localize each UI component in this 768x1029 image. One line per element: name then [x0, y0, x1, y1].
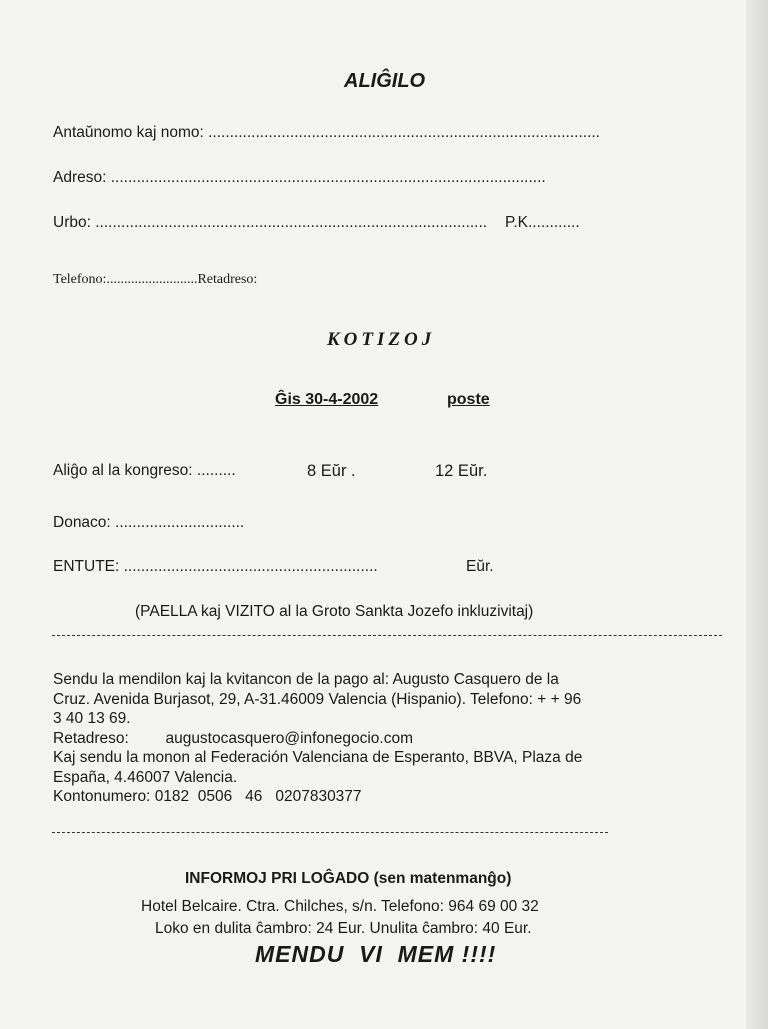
postcode-dotted-line[interactable]: ........... — [532, 214, 580, 231]
phone-field-row — [53, 272, 257, 288]
payment-instructions — [53, 670, 582, 807]
total-dotted-line[interactable]: ........................................................... — [123, 558, 378, 575]
phone-label: Telefono: — [53, 272, 107, 287]
payment-email-row — [53, 729, 582, 749]
account-value: 0182 0506 46 0207830377 — [154, 788, 362, 805]
city-field-row — [53, 214, 487, 232]
congress-label: Aliĝo al la kongreso: — [53, 462, 193, 479]
payment-line: Sendu la mendilon kaj la kvitancon de la pago al: Augusto Casquero de la — [53, 671, 559, 688]
closing-slogan: MENDU VI MEM !!!! — [255, 941, 497, 967]
donation-row — [53, 514, 244, 532]
section-divider — [52, 635, 722, 636]
account-row — [53, 787, 582, 807]
payment-line: España, 4.46007 Valencia. — [53, 768, 238, 786]
name-label: Antaŭnomo kaj nomo: — [53, 124, 204, 141]
address-dotted-line[interactable]: ..................................................................................................... — [110, 169, 546, 186]
postcode-label: P.K. — [505, 214, 533, 231]
form-title: ALIĜILO — [344, 70, 426, 92]
payment-email-label: Retadreso: — [53, 729, 129, 747]
payment-email-value: augustocasquero@infonegocio.com — [165, 729, 413, 747]
payment-line: Cruz. Avenida Burjasot, 29, A-31.46009 Valencia (Hispanio). Telefono: + + 96 — [53, 690, 582, 708]
congress-fee-early: 8 Eŭr . — [307, 462, 356, 480]
congress-fee-late: 12 Eŭr. — [435, 462, 488, 480]
name-dotted-line[interactable]: ........................................................................................... — [208, 124, 600, 141]
fee-column-until: Ĝis 30-4-2002 — [275, 391, 379, 408]
fees-heading: KOTIZOJ — [327, 329, 436, 350]
page-edge-shadow — [746, 0, 768, 1029]
payment-line: 3 40 13 69. — [53, 710, 131, 727]
address-field-row — [53, 169, 546, 187]
lodging-heading: INFORMOJ PRI LOĜADO (sen matenmanĝo) — [185, 870, 512, 887]
name-field-row — [53, 124, 600, 142]
postcode-field — [505, 214, 580, 232]
total-unit: Eŭr. — [466, 558, 494, 575]
city-dotted-line[interactable]: ........................................................................................... — [95, 214, 488, 231]
payment-line: Kaj sendu la monon al Federación Valenciana de Esperanto, BBVA, Plaza de — [53, 749, 583, 766]
phone-dotted-line[interactable]: .......................... — [106, 272, 198, 287]
room-prices: Loko en dulita ĉambro: 24 Eur. Unulita ĉambro: 40 Eur. — [155, 920, 532, 937]
city-label: Urbo: — [53, 214, 91, 231]
fee-column-after: poste — [447, 391, 490, 408]
total-label: ENTUTE: — [53, 558, 120, 575]
section-divider — [52, 832, 608, 833]
total-row — [53, 558, 378, 576]
congress-dotted-line: ......... — [196, 462, 236, 479]
congress-fee-row — [53, 462, 236, 480]
hotel-info: Hotel Belcaire. Ctra. Chilches, s/n. Telefono: 964 69 00 32 — [141, 898, 539, 915]
donation-label: Donaco: — [53, 514, 111, 531]
email-label: Retadreso: — [197, 272, 258, 287]
included-note: (PAELLA kaj VIZITO al la Groto Sankta Jozefo inkluzivitaj) — [135, 603, 534, 620]
donation-dotted-line[interactable]: .............................. — [115, 514, 245, 531]
address-label: Adreso: — [53, 169, 107, 186]
account-label: Kontonumero: — [53, 788, 151, 805]
